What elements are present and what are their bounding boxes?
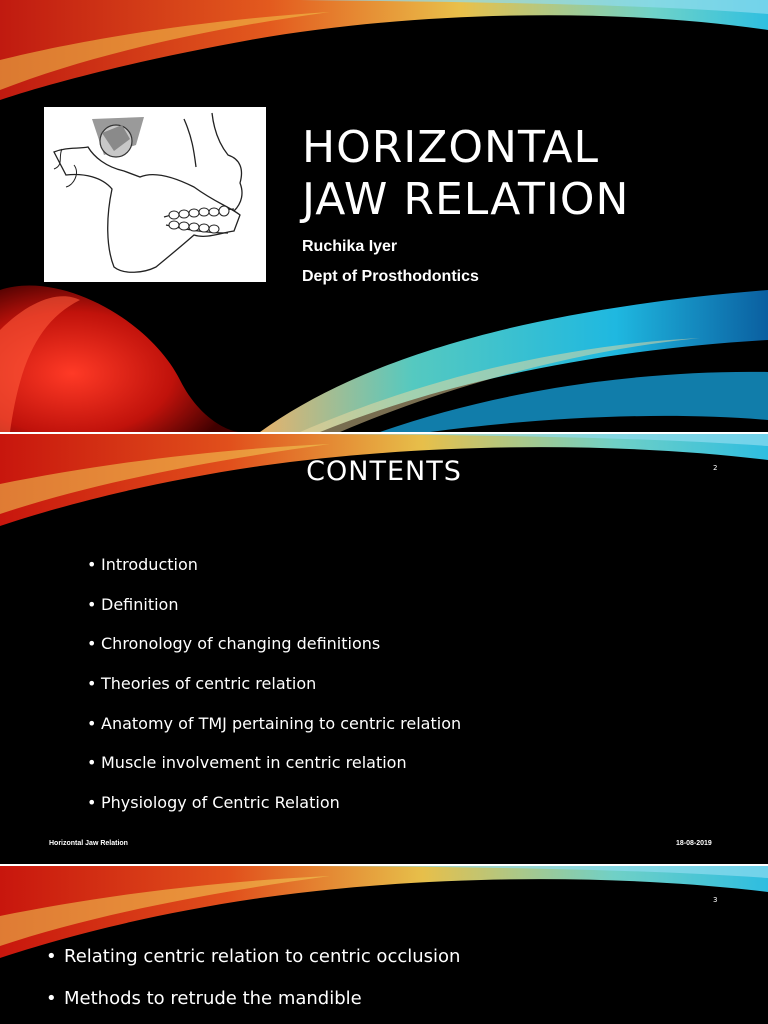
footer-date: 18-08-2019 [676,840,712,847]
slide-number: 3 [713,896,718,904]
title-line-2: JAW RELATION [302,174,630,225]
list-item: • Physiology of Centric Relation [101,793,461,833]
presentation-subtitle [302,232,479,292]
author-name: Ruchika Iyer [302,238,398,255]
list-item: • Chronology of changing definitions [101,634,461,674]
list-item: • Relating centric relation to centric occlusion [64,946,460,988]
presentation-title [302,122,752,226]
title-slide [0,0,768,432]
list-item: • Definition [101,595,461,635]
skull-jaw-icon [44,107,266,282]
title-line-1: HORIZONTAL [302,122,600,173]
skull-jaw-illustration [44,107,266,282]
list-item: • Methods to retrude the mandible [64,988,460,1024]
content-list [64,946,460,1024]
list-item: • Muscle involvement in centric relation [101,753,461,793]
list-item: • Introduction [101,555,461,595]
contents-slide [0,434,768,864]
slide-number: 2 [713,464,718,472]
list-item: • Anatomy of TMJ pertaining to centric relation [101,714,461,754]
footer-title: Horizontal Jaw Relation [49,840,128,847]
contents-list [101,555,461,833]
list-item: • Theories of centric relation [101,674,461,714]
slide-title: CONTENTS [306,456,462,487]
department-name: Dept of Prosthodontics [302,268,479,285]
content-slide [0,866,768,1024]
